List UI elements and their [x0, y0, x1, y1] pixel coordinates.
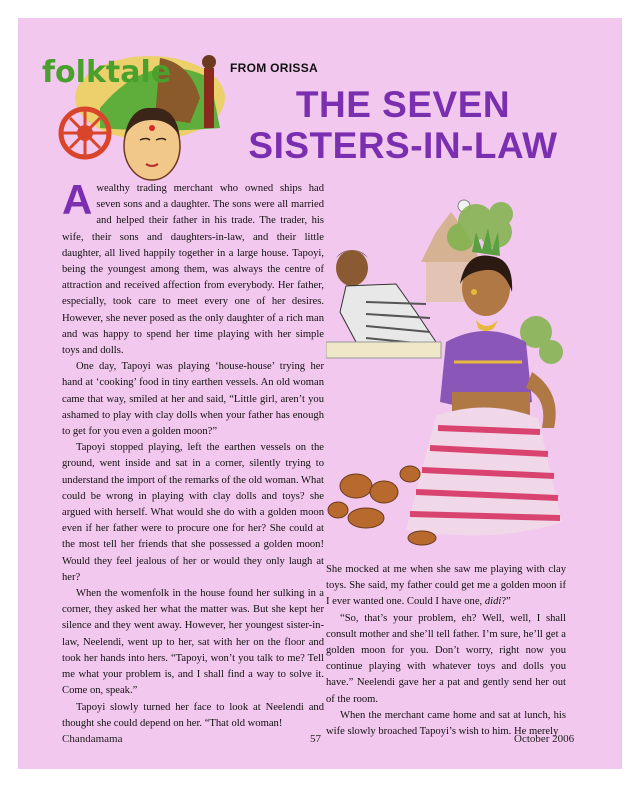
page-title	[238, 84, 568, 166]
logo-text: folktale	[42, 55, 172, 90]
italic-word: didi	[484, 596, 502, 608]
title-line-2: SISTERS-IN-LAW	[248, 125, 558, 166]
footer-page-number: 57	[310, 733, 321, 745]
title-line-1: THE SEVEN	[295, 84, 511, 125]
story-paragraph	[326, 562, 566, 611]
story-paragraph	[62, 176, 324, 359]
story-paragraph: Tapoyi stopped playing, left the earthen vessels on the ground, went inside and sat in a corner, silently trying to understand the import of the remarks of the old woman. What could be wrong in playing with clay dolls and toys? she argued with herself. What would she do with a golden moon even if her father were to procure one for her? She could at the most tell her friends that she possessed a golden moon! Would they feel jealous of her or would they only laugh at her?	[62, 442, 324, 583]
story-illustration	[326, 192, 570, 558]
story-paragraph: When the merchant came home and sat at lunch, his wife slowly broached Tapoyi’s wish to him. He merely	[326, 709, 566, 738]
story-right-column	[326, 562, 566, 740]
paragraph-text: She mocked at me when she saw me playing with clay toys. She said, my father could get me a golden moon if I ever wanted one. Could I have one,	[326, 564, 566, 608]
story-paragraph: “So, that’s your problem, eh? Well, well, I shall consult mother and she’ll tell father. I’m sure, he’ll get a golden moon for you. Don’t worry, right now you continue playing with whatever toys and dolls you have.” Neelendi gave her a pat and gently send her out of the room.	[326, 612, 566, 705]
story-paragraph: When the womenfolk in the house found her sulking in a corner, they asked her what the matter was. But she kept her silence and they went away. However, her youngest sister-in-law, Neelendi, went up to her, sat with her on the floor and took her hands into hers. “Tapoyi, won’t you talk to me? Tell me what your problem is, and I shall find a way to solve it. Come on, speak.”	[62, 588, 324, 697]
region-label: FROM ORISSA	[230, 61, 318, 75]
drop-cap: A	[62, 176, 93, 223]
folktale-logo	[40, 38, 230, 188]
story-left-column	[62, 176, 324, 732]
paragraph-text: ?”	[501, 596, 511, 608]
footer-magazine-name: Chandamama	[62, 733, 123, 745]
footer-issue-date: October 2006	[514, 733, 575, 745]
paragraph-text: wealthy trading merchant who owned ships had seven sons and a daughter. The sons were all married and helped their father in his trade. The trader, his wife, their sons and daughters-in-law, and their little daughter, all lived happily together in a large house. Tapoyi, being the youngest among them, was always the centre of attraction and received affection from everybody. Her father, especially, took care to meet every one of her desires. However, she never posed as the only daughter of a rich man and was happy to spend her time playing with her simple toys and dolls.	[62, 183, 324, 357]
story-paragraph: One day, Tapoyi was playing ‘house-house’ trying her hand at ‘cooking’ food in tiny earthen vessels. An old woman came that way, smiled at her and said, “Little girl, aren’t you ashamed to play with clay dolls when your father has enough to get for you even a golden moon?”	[62, 361, 324, 438]
story-paragraph: Tapoyi slowly turned her face to look at Neelendi and thought she could depend on her. “That old woman!	[62, 701, 324, 729]
